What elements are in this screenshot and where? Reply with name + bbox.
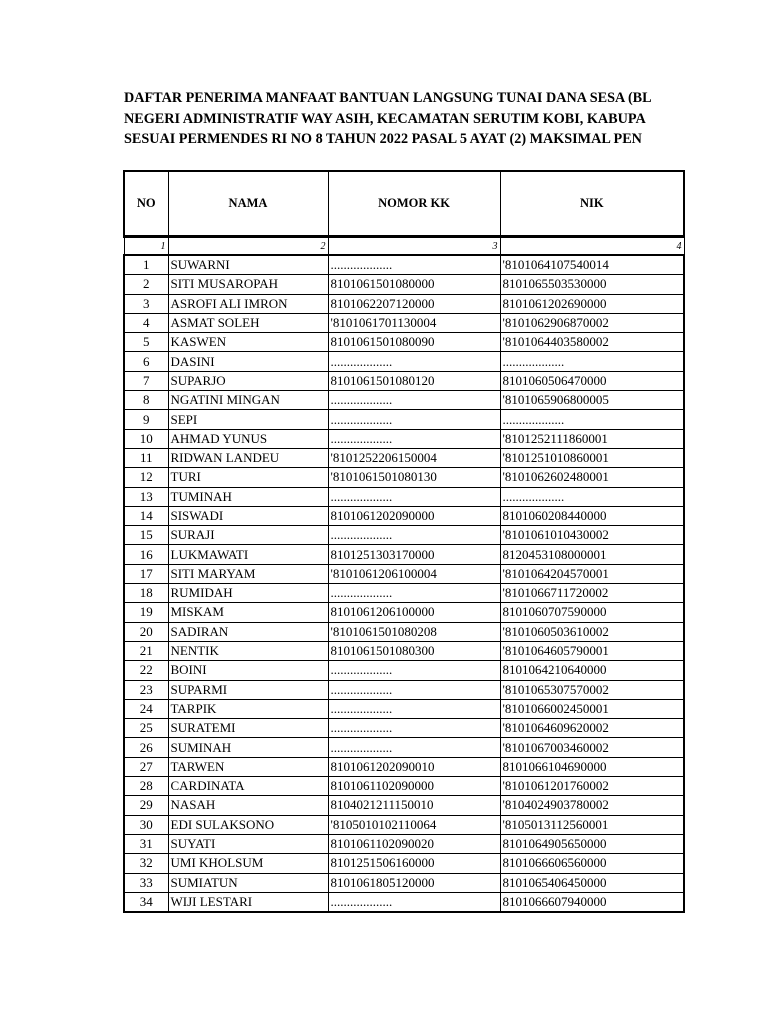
cell-nik: 8101066104690000	[500, 757, 684, 776]
cell-nik: 8101065503530000	[500, 275, 684, 294]
cell-nomor-kk: '8101061501080130	[328, 468, 500, 487]
cell-nik: 8101066606560000	[500, 854, 684, 873]
table-row	[124, 410, 684, 429]
cell-nama: SUWARNI	[168, 255, 328, 275]
cell-nama: NENTIK	[168, 641, 328, 660]
table-row	[124, 738, 684, 757]
cell-no: 26	[124, 738, 168, 757]
cell-nik: '8101061010430002	[500, 526, 684, 545]
cell-nik: 8101064905650000	[500, 834, 684, 853]
cell-no: 23	[124, 680, 168, 699]
cell-nik: '8101064403580002	[500, 333, 684, 352]
cell-nomor-kk: ...................	[328, 526, 500, 545]
cell-no: 8	[124, 391, 168, 410]
cell-nama: NASAH	[168, 796, 328, 815]
cell-nama: SADIRAN	[168, 622, 328, 641]
table-row	[124, 448, 684, 467]
table-row	[124, 796, 684, 815]
cell-nomor-kk: 8101251303170000	[328, 545, 500, 564]
cell-nama: EDI SULAKSONO	[168, 815, 328, 834]
cell-nomor-kk: ...................	[328, 391, 500, 410]
cell-nama: KASWEN	[168, 333, 328, 352]
cell-nomor-kk: ...................	[328, 719, 500, 738]
cell-no: 21	[124, 641, 168, 660]
cell-nomor-kk: 8101062207120000	[328, 294, 500, 313]
cell-nama: ASROFI ALI IMRON	[168, 294, 328, 313]
cell-no: 20	[124, 622, 168, 641]
cell-nik: 8101060208440000	[500, 506, 684, 525]
table-row	[124, 255, 684, 275]
table-row	[124, 275, 684, 294]
cell-no: 30	[124, 815, 168, 834]
table-row	[124, 391, 684, 410]
beneficiary-table	[123, 170, 685, 913]
cell-nik: 8101065406450000	[500, 873, 684, 892]
cell-nomor-kk: ...................	[328, 487, 500, 506]
cell-nomor-kk: '8101061501080208	[328, 622, 500, 641]
cell-no: 6	[124, 352, 168, 371]
cell-nik: '8101066711720002	[500, 584, 684, 603]
cell-nik: ...................	[500, 487, 684, 506]
cell-no: 16	[124, 545, 168, 564]
column-index-2: 2	[168, 237, 328, 256]
cell-no: 7	[124, 371, 168, 390]
table-row	[124, 873, 684, 892]
cell-nama: SUMINAH	[168, 738, 328, 757]
table-row	[124, 564, 684, 583]
cell-nik: '8101064605790001	[500, 641, 684, 660]
cell-no: 27	[124, 757, 168, 776]
cell-nomor-kk: ...................	[328, 255, 500, 275]
column-index-3: 3	[328, 237, 500, 256]
cell-nik: '8101064204570001	[500, 564, 684, 583]
cell-nama: TARPIK	[168, 699, 328, 718]
cell-nik: '8101064609620002	[500, 719, 684, 738]
cell-nomor-kk: 8101061206100000	[328, 603, 500, 622]
cell-nomor-kk: ...................	[328, 661, 500, 680]
table-row	[124, 777, 684, 796]
table-row	[124, 603, 684, 622]
cell-nama: SUMIATUN	[168, 873, 328, 892]
title-line-1: DAFTAR PENERIMA MANFAAT BANTUAN LANGSUNG TUNAI DANA SESA (BL	[124, 90, 652, 106]
cell-nomor-kk: 8101061501080090	[328, 333, 500, 352]
table-row	[124, 757, 684, 776]
cell-nama: RIDWAN LANDEU	[168, 448, 328, 467]
column-index-row	[124, 237, 684, 256]
cell-no: 9	[124, 410, 168, 429]
cell-nik: 8101060506470000	[500, 371, 684, 390]
cell-nomor-kk: ...................	[328, 352, 500, 371]
table-row	[124, 699, 684, 718]
cell-nomor-kk: 8101251506160000	[328, 854, 500, 873]
column-index-1: 1	[124, 237, 168, 256]
cell-nomor-kk: ...................	[328, 429, 500, 448]
cell-nama: TARWEN	[168, 757, 328, 776]
header-nik: NIK	[500, 171, 684, 237]
cell-nama: NGATINI MINGAN	[168, 391, 328, 410]
table-row	[124, 719, 684, 738]
cell-nik: 8101060707590000	[500, 603, 684, 622]
cell-nik: ...................	[500, 352, 684, 371]
table-row	[124, 545, 684, 564]
table-row	[124, 584, 684, 603]
table-row	[124, 622, 684, 641]
cell-nama: SURAJI	[168, 526, 328, 545]
cell-nama: AHMAD YUNUS	[168, 429, 328, 448]
cell-nama: RUMIDAH	[168, 584, 328, 603]
table-row	[124, 834, 684, 853]
cell-nama: LUKMAWATI	[168, 545, 328, 564]
cell-nomor-kk: '8105010102110064	[328, 815, 500, 834]
title-line-3: SESUAI PERMENDES RI NO 8 TAHUN 2022 PASAL 5 AYAT (2) MAKSIMAL PEN	[124, 131, 642, 147]
cell-no: 1	[124, 255, 168, 275]
cell-nik: '8101062602480001	[500, 468, 684, 487]
cell-nik: '8101067003460002	[500, 738, 684, 757]
cell-nama: SISWADI	[168, 506, 328, 525]
cell-nik: '8105013112560001	[500, 815, 684, 834]
cell-nama: SEPI	[168, 410, 328, 429]
cell-nomor-kk: 8101061102090020	[328, 834, 500, 853]
header-nama: NAMA	[168, 171, 328, 237]
table-row	[124, 294, 684, 313]
cell-nama: TURI	[168, 468, 328, 487]
cell-no: 18	[124, 584, 168, 603]
cell-nomor-kk: 8101061501080000	[328, 275, 500, 294]
table-row	[124, 641, 684, 660]
cell-nik: 8101066607940000	[500, 892, 684, 912]
cell-nomor-kk: ...................	[328, 699, 500, 718]
title-line-2: NEGERI ADMINISTRATIF WAY ASIH, KECAMATAN SERUTIM KOBI, KABUPA	[124, 110, 646, 127]
table-row	[124, 892, 684, 912]
table-row	[124, 815, 684, 834]
cell-nama: SUYATI	[168, 834, 328, 853]
cell-nama: WIJI LESTARI	[168, 892, 328, 912]
cell-no: 19	[124, 603, 168, 622]
cell-nama: UMI KHOLSUM	[168, 854, 328, 873]
table-row	[124, 429, 684, 448]
header-no: NO	[124, 171, 168, 237]
cell-nik: '8101065307570002	[500, 680, 684, 699]
cell-nomor-kk: 8104021211150010	[328, 796, 500, 815]
cell-nik: ...................	[500, 410, 684, 429]
cell-nomor-kk: ...................	[328, 738, 500, 757]
table-row	[124, 680, 684, 699]
cell-nik: '8101065906800005	[500, 391, 684, 410]
cell-no: 34	[124, 892, 168, 912]
table-row	[124, 468, 684, 487]
table-row	[124, 506, 684, 525]
cell-no: 17	[124, 564, 168, 583]
cell-nik: '8104024903780002	[500, 796, 684, 815]
cell-no: 14	[124, 506, 168, 525]
cell-no: 2	[124, 275, 168, 294]
cell-no: 10	[124, 429, 168, 448]
cell-nama: SUPARJO	[168, 371, 328, 390]
table-row	[124, 371, 684, 390]
cell-no: 29	[124, 796, 168, 815]
cell-no: 33	[124, 873, 168, 892]
cell-nomor-kk: 8101061805120000	[328, 873, 500, 892]
cell-nama: ASMAT SOLEH	[168, 313, 328, 332]
cell-no: 11	[124, 448, 168, 467]
cell-nama: BOINI	[168, 661, 328, 680]
cell-no: 22	[124, 661, 168, 680]
cell-nomor-kk: '8101061206100004	[328, 564, 500, 583]
cell-nama: SUPARMI	[168, 680, 328, 699]
document-title	[124, 88, 682, 150]
header-nomor-kk: NOMOR KK	[328, 171, 500, 237]
table-row	[124, 352, 684, 371]
cell-nomor-kk: ...................	[328, 892, 500, 912]
cell-no: 13	[124, 487, 168, 506]
cell-no: 15	[124, 526, 168, 545]
table-row	[124, 333, 684, 352]
table-row	[124, 526, 684, 545]
cell-nama: SURATEMI	[168, 719, 328, 738]
cell-no: 28	[124, 777, 168, 796]
cell-no: 3	[124, 294, 168, 313]
cell-nomor-kk: 8101061501080120	[328, 371, 500, 390]
cell-nomor-kk: ...................	[328, 584, 500, 603]
cell-nik: 8101064210640000	[500, 661, 684, 680]
table-row	[124, 313, 684, 332]
cell-no: 32	[124, 854, 168, 873]
cell-nama: SITI MARYAM	[168, 564, 328, 583]
cell-nik: '8101062906870002	[500, 313, 684, 332]
cell-nik: '8101066002450001	[500, 699, 684, 718]
table-header-row	[124, 171, 684, 237]
cell-nama: CARDINATA	[168, 777, 328, 796]
cell-nik: '8101064107540014	[500, 255, 684, 275]
cell-no: 24	[124, 699, 168, 718]
cell-no: 31	[124, 834, 168, 853]
cell-nomor-kk: '8101252206150004	[328, 448, 500, 467]
cell-no: 12	[124, 468, 168, 487]
cell-nama: MISKAM	[168, 603, 328, 622]
cell-nama: TUMINAH	[168, 487, 328, 506]
table-row	[124, 487, 684, 506]
cell-nomor-kk: ...................	[328, 410, 500, 429]
cell-nomor-kk: ...................	[328, 680, 500, 699]
cell-nik: '8101252111860001	[500, 429, 684, 448]
column-index-4: 4	[500, 237, 684, 256]
cell-nama: DASINI	[168, 352, 328, 371]
table-row	[124, 661, 684, 680]
cell-no: 4	[124, 313, 168, 332]
cell-nama: SITI MUSAROPAH	[168, 275, 328, 294]
table-row	[124, 854, 684, 873]
cell-nomor-kk: 8101061501080300	[328, 641, 500, 660]
cell-nik: '8101060503610002	[500, 622, 684, 641]
cell-nik: 8120453108000001	[500, 545, 684, 564]
cell-nik: '8101251010860001	[500, 448, 684, 467]
cell-nomor-kk: '8101061701130004	[328, 313, 500, 332]
cell-nomor-kk: 8101061102090000	[328, 777, 500, 796]
cell-nik: 8101061202690000	[500, 294, 684, 313]
cell-no: 25	[124, 719, 168, 738]
table-body	[124, 255, 684, 912]
cell-no: 5	[124, 333, 168, 352]
cell-nomor-kk: 8101061202090010	[328, 757, 500, 776]
cell-nik: '8101061201760002	[500, 777, 684, 796]
cell-nomor-kk: 8101061202090000	[328, 506, 500, 525]
